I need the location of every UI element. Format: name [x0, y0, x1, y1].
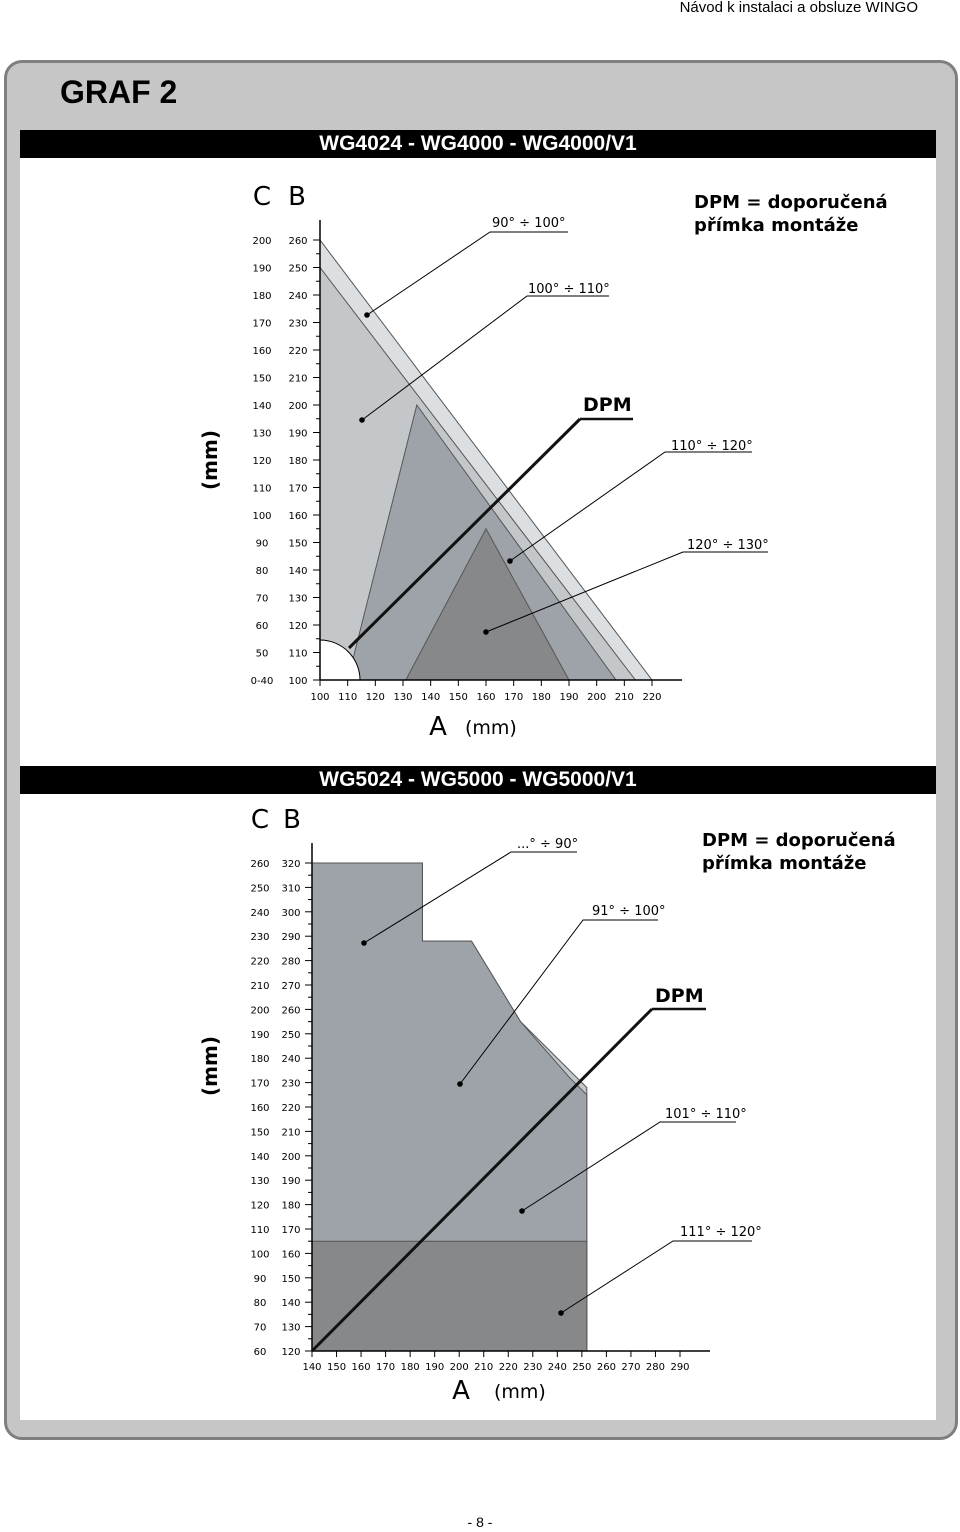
chart2-x-tick-label: 160 — [351, 1362, 371, 1373]
chart2-c-axis-label: C — [250, 805, 270, 835]
chart1-b-tick-label: 210 — [288, 373, 308, 385]
chart-title-wg4000: WG4024 - WG4000 - WG4000/V1 — [20, 130, 936, 158]
chart2-x-tick-label: 150 — [326, 1362, 347, 1373]
chart1-y-axis-unit: (mm) — [198, 430, 222, 490]
chart2-c-tick-label: 150 — [250, 1127, 270, 1139]
chart2-note-line-1: DPM = doporučená — [702, 830, 896, 851]
chart1-c-tick-label: 60 — [255, 621, 269, 632]
chart2-anchor-dot-2 — [457, 1081, 463, 1087]
chart2-leader-4 — [561, 1241, 752, 1313]
chart1-b-tick-label: 100 — [288, 676, 308, 687]
chart2-x-tick-label: 250 — [572, 1362, 592, 1373]
chart1-region-label-1: 90° ÷ 100° — [492, 216, 566, 231]
chart1-c-tick-label: 190 — [252, 263, 272, 275]
document-header: Návod k instalaci a obsluze WINGO — [679, 0, 918, 16]
chart1-b-tick-label: 250 — [288, 263, 308, 275]
chart2-c-tick-label: 60 — [253, 1347, 267, 1358]
page-number: - 8 - — [467, 1514, 493, 1530]
chart1-x-tick-label: 160 — [476, 692, 496, 703]
chart2-b-tick-label: 290 — [281, 932, 301, 944]
chart1-c-tick-label: 110 — [252, 483, 272, 495]
chart1-b-tick-label: 120 — [288, 621, 308, 632]
chart1-x-tick-label: 120 — [365, 692, 385, 703]
chart2-c-tick-label: 180 — [250, 1054, 270, 1066]
chart2-b-tick-label: 270 — [281, 981, 301, 992]
chart1-x-tick-label: 220 — [642, 692, 662, 703]
chart1-b-tick-label: 180 — [288, 456, 308, 467]
chart2-x-tick-label: 180 — [400, 1362, 420, 1373]
chart2-c-tick-label: 170 — [250, 1078, 270, 1090]
chart1-b-tick-label: 220 — [288, 346, 308, 357]
chart2-b-tick-label: 260 — [281, 1005, 301, 1017]
chart2-b-tick-label: 220 — [281, 1103, 301, 1114]
chart2-b-tick-label: 130 — [281, 1322, 301, 1334]
chart2-region-label-4: 111° ÷ 120° — [680, 1225, 762, 1240]
chart1-note-line-2: přímka montáže — [694, 215, 859, 236]
chart1-c-tick-label: 130 — [252, 428, 272, 440]
chart2-x-tick-label: 240 — [547, 1362, 567, 1373]
chart2-x-tick-label: 170 — [376, 1362, 396, 1373]
chart1-c-tick-label: 100 — [252, 511, 272, 522]
chart2-region-4 — [312, 1241, 587, 1351]
chart2-c-tick-label: 70 — [253, 1322, 267, 1334]
chart2-b-tick-label: 280 — [281, 956, 301, 968]
chart1-b-tick-label: 190 — [288, 428, 308, 440]
chart1-c-axis-label: C — [252, 182, 272, 212]
chart2-anchor-dot-1 — [361, 940, 367, 946]
chart1-x-tick-label: 190 — [559, 692, 579, 703]
chart2-b-tick-label: 210 — [281, 1127, 301, 1139]
chart1-anchor-dot-3 — [507, 558, 513, 564]
chart1-x-tick-label: 150 — [448, 692, 468, 703]
chart2-b-tick-label: 150 — [281, 1273, 301, 1285]
chart-wg5000 — [20, 766, 936, 1420]
chart2-c-tick-label: 240 — [250, 907, 270, 919]
chart1-c-tick-label: 120 — [252, 456, 272, 467]
chart1-b-tick-label: 110 — [288, 648, 308, 660]
chart2-b-tick-label: 160 — [281, 1249, 301, 1261]
chart-panel-wg4000 — [20, 130, 936, 766]
chart1-x-axis-label: A — [429, 712, 447, 742]
chart1-b-tick-label: 150 — [288, 538, 308, 550]
chart-panel-wg5000 — [20, 766, 936, 1420]
chart1-b-tick-label: 230 — [288, 318, 308, 330]
chart2-c-tick-label: 120 — [250, 1200, 270, 1212]
chart2-c-tick-label: 260 — [250, 859, 270, 870]
chart2-x-tick-label: 140 — [302, 1362, 322, 1373]
chart1-dpm-label: DPM — [583, 394, 632, 416]
chart2-dpm-label: DPM — [655, 985, 704, 1007]
chart1-c-tick-label: 0-40 — [250, 676, 274, 687]
chart-title-wg5000: WG5024 - WG5000 - WG5000/V1 — [20, 766, 936, 794]
chart1-c-tick-label: 200 — [252, 236, 272, 247]
chart2-anchor-dot-3 — [519, 1208, 525, 1214]
chart2-c-tick-label: 190 — [250, 1029, 270, 1041]
chart2-b-tick-label: 250 — [281, 1029, 301, 1041]
chart1-b-tick-label: 240 — [288, 291, 308, 302]
chart1-x-tick-label: 130 — [393, 692, 413, 703]
chart1-region-label-2: 100° ÷ 110° — [528, 282, 610, 297]
chart1-c-tick-label: 160 — [252, 346, 272, 357]
chart2-b-tick-label: 320 — [281, 859, 301, 870]
chart2-b-axis-label: B — [283, 805, 301, 835]
chart2-c-tick-label: 230 — [250, 932, 270, 944]
chart1-region-label-4: 120° ÷ 130° — [687, 538, 769, 553]
chart1-c-tick-label: 90 — [255, 538, 269, 550]
chart2-b-tick-label: 140 — [281, 1298, 301, 1310]
chart1-b-axis-label: B — [288, 182, 306, 212]
chart2-b-tick-label: 230 — [281, 1078, 301, 1090]
chart1-b-tick-label: 130 — [288, 593, 308, 605]
chart1-c-tick-label: 180 — [252, 291, 272, 302]
chart2-c-tick-label: 130 — [250, 1176, 270, 1188]
chart2-x-tick-label: 230 — [523, 1362, 543, 1373]
chart1-c-tick-label: 70 — [255, 593, 269, 605]
chart2-b-tick-label: 120 — [281, 1347, 301, 1358]
chart1-anchor-dot-2 — [359, 417, 365, 423]
chart2-b-tick-label: 240 — [281, 1054, 301, 1066]
chart1-x-tick-label: 180 — [531, 692, 551, 703]
chart1-x-tick-label: 200 — [587, 692, 607, 703]
chart1-c-tick-label: 50 — [255, 648, 269, 660]
chart2-c-tick-label: 90 — [253, 1273, 267, 1285]
chart2-c-tick-label: 220 — [250, 956, 270, 968]
chart2-b-tick-label: 310 — [281, 883, 301, 895]
chart2-region-label-3: 101° ÷ 110° — [665, 1107, 747, 1122]
chart2-c-tick-label: 210 — [250, 981, 270, 992]
chart2-x-tick-label: 270 — [621, 1362, 641, 1373]
chart2-c-tick-label: 80 — [253, 1298, 267, 1310]
chart1-c-tick-label: 170 — [252, 318, 272, 330]
chart2-b-tick-label: 190 — [281, 1176, 301, 1188]
chart1-b-tick-label: 170 — [288, 483, 308, 495]
chart1-x-tick-label: 100 — [310, 692, 330, 703]
chart1-region-label-3: 110° ÷ 120° — [671, 439, 753, 454]
chart2-x-tick-label: 260 — [596, 1362, 616, 1373]
chart2-b-tick-label: 180 — [281, 1200, 301, 1212]
chart2-b-tick-label: 170 — [281, 1225, 301, 1236]
chart2-region-label-2: 91° ÷ 100° — [592, 904, 666, 919]
chart2-note-line-2: přímka montáže — [702, 853, 867, 874]
chart2-y-axis-unit: (mm) — [198, 1036, 222, 1096]
chart2-region-label-1: ...° ÷ 90° — [517, 837, 579, 852]
chart1-x-tick-label: 140 — [421, 692, 441, 703]
chart2-c-tick-label: 250 — [250, 883, 270, 895]
chart1-x-tick-label: 110 — [338, 692, 358, 703]
chart2-x-tick-label: 290 — [670, 1362, 690, 1373]
chart1-x-tick-label: 210 — [614, 692, 634, 703]
chart1-b-tick-label: 260 — [288, 236, 308, 247]
chart1-leader-1 — [367, 232, 568, 315]
chart1-note-line-1: DPM = doporučená — [694, 192, 888, 213]
chart1-x-tick-label: 170 — [504, 692, 524, 703]
chart-wg4000 — [20, 130, 936, 766]
chart2-c-tick-label: 110 — [250, 1225, 270, 1236]
page-title: GRAF 2 — [60, 74, 178, 110]
chart1-anchor-dot-1 — [364, 312, 370, 318]
chart2-b-tick-label: 300 — [281, 907, 301, 919]
chart2-c-tick-label: 100 — [250, 1249, 270, 1261]
chart1-c-tick-label: 140 — [252, 401, 272, 412]
chart2-x-tick-label: 210 — [474, 1362, 494, 1373]
chart2-c-tick-label: 140 — [250, 1151, 270, 1163]
chart1-b-tick-label: 140 — [288, 566, 308, 577]
chart2-x-tick-label: 200 — [449, 1362, 469, 1373]
chart2-anchor-dot-4 — [558, 1310, 564, 1316]
chart2-c-tick-label: 200 — [250, 1005, 270, 1017]
chart2-x-tick-label: 220 — [498, 1362, 518, 1373]
chart2-b-tick-label: 200 — [281, 1151, 301, 1163]
chart2-x-axis-label: A — [452, 1376, 470, 1406]
chart2-x-tick-label: 190 — [425, 1362, 445, 1373]
chart1-anchor-dot-4 — [483, 629, 489, 635]
chart1-x-axis-unit: (mm) — [465, 717, 517, 739]
chart2-x-tick-label: 280 — [645, 1362, 666, 1373]
chart1-c-tick-label: 80 — [255, 566, 269, 577]
chart2-x-axis-unit: (mm) — [494, 1381, 546, 1403]
chart1-b-tick-label: 200 — [288, 401, 308, 412]
chart1-b-tick-label: 160 — [288, 511, 308, 522]
chart1-c-tick-label: 150 — [252, 373, 272, 385]
chart2-c-tick-label: 160 — [250, 1103, 270, 1114]
